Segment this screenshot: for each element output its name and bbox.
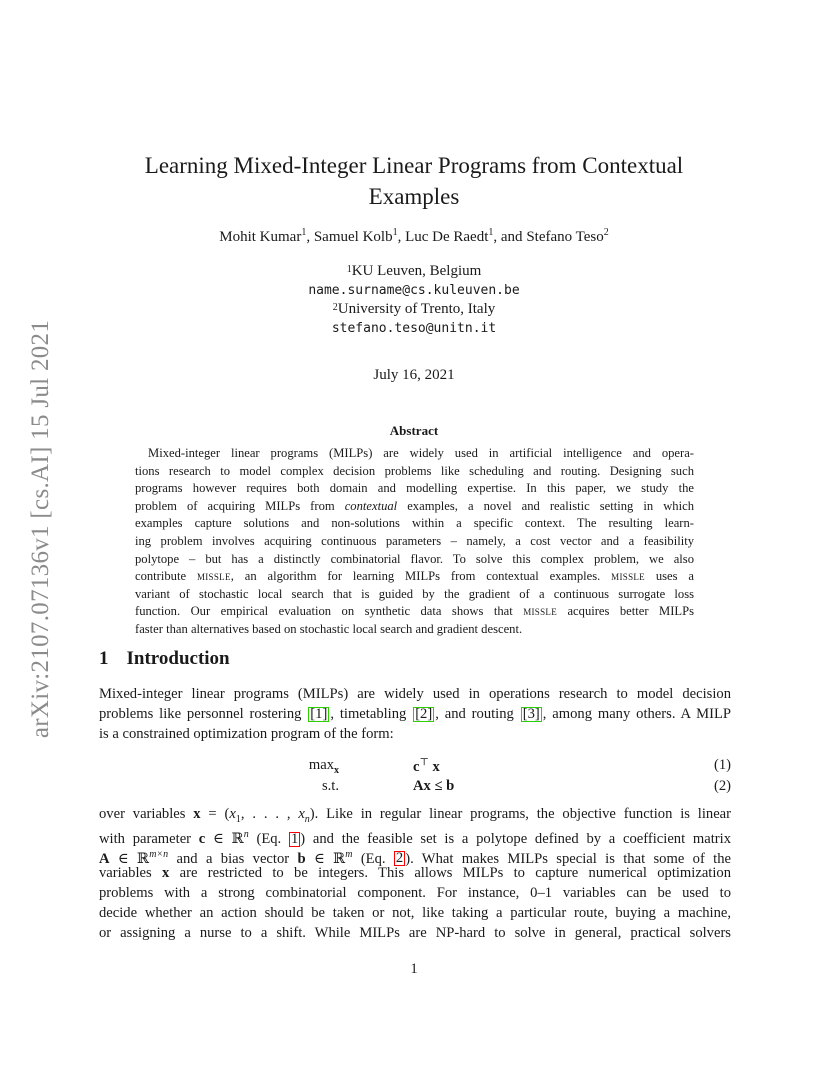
text-run: , . . . ,: [240, 806, 299, 822]
math-symbol: x: [162, 865, 170, 882]
section-title: Introduction: [126, 648, 230, 669]
equation-number: (2): [713, 778, 731, 794]
equation-reference-link[interactable]: 1: [290, 830, 299, 847]
math-symbol: c: [198, 830, 206, 847]
math-superscript: m×n: [149, 848, 169, 860]
author-affiliation-mark: 2: [603, 227, 609, 238]
transpose-symbol: ⊤: [419, 757, 429, 768]
max-operator: max: [308, 757, 334, 773]
text-run: (Eq.: [248, 830, 289, 847]
intro-paragraph-2: [99, 805, 731, 944]
text-run: ) and the feasible set is a polytope defined by a coefficient matrix: [300, 830, 731, 847]
abstract-line: tions research to model complex decision problems like scheduling and routing. Designing such: [135, 463, 694, 478]
author-name: Luc De Raedt: [405, 229, 489, 245]
text-run: = (: [200, 806, 230, 822]
math-superscript: m: [345, 848, 353, 860]
equation-1: [99, 757, 731, 779]
paragraph-line: is a constrained optimization program of the form:: [99, 725, 394, 742]
math-symbol: x: [229, 806, 236, 822]
text-run: , and routing: [435, 705, 520, 722]
text-run: ∈ ℝ: [305, 850, 346, 867]
affiliation-1: [100, 262, 728, 281]
paragraph-line: [99, 864, 731, 884]
paragraph-line: [99, 825, 731, 845]
abstract-line: Mixed-integer linear programs (MILPs) are widely used in artificial intelligence and opera-: [148, 446, 694, 460]
equation-symbol: c: [413, 758, 420, 775]
paper-title-line-1: Learning Mixed-Integer Linear Programs from Contextual: [144, 153, 684, 178]
text-run: ). What makes MILPs special is that some of the: [405, 850, 731, 867]
equation-number: (1): [713, 757, 731, 773]
author-affiliation-mark: 1: [488, 227, 494, 238]
algorithm-name: missle: [611, 569, 645, 584]
math-superscript: n: [243, 828, 249, 840]
math-subscript: 1: [235, 813, 241, 825]
author-list: Mohit Kumar$^1$, Samuel Kolb$^1$, Luc De Raedt$^1$, and Stefano Teso$^2$: [219, 227, 609, 245]
affiliation-mark: 1: [346, 264, 352, 275]
paper-title: [100, 150, 728, 212]
arxiv-stamp-text: arXiv:2107.07136v1 [cs.AI] 15 Jul 2021: [27, 319, 55, 739]
paragraph-line: [99, 805, 731, 825]
text-run: ∈ ℝ: [205, 830, 244, 847]
text-run: ∈ ℝ: [109, 850, 150, 867]
paragraph-line: [99, 845, 731, 865]
math-subscript: n: [304, 813, 310, 825]
algorithm-name: missle: [523, 604, 558, 619]
max-subscript: x: [334, 764, 339, 776]
affiliation-name: University of Trento, Italy: [337, 301, 496, 317]
affiliations: [100, 262, 728, 338]
math-symbol: A: [99, 850, 110, 867]
publication-date: July 16, 2021: [373, 367, 455, 383]
abstract-body: [135, 445, 694, 639]
equation-symbol: x: [432, 758, 440, 775]
abstract-line: problem of acquiring MILPs from contextual examples, a novel and realistic setting in which: [135, 498, 694, 513]
abstract-line: examples capture solutions and non-solutions within a specific context. The resulting learn-: [135, 516, 694, 531]
author-name: Samuel Kolb: [313, 229, 393, 245]
abstract-line: programs however requires both domain and modelling expertise. In this paper, we study the: [135, 481, 694, 496]
paper-title-line-2: Examples: [368, 184, 460, 209]
citation-link[interactable]: [3]: [522, 705, 540, 722]
math-symbol: b: [297, 850, 306, 867]
text-run: , timetabling: [330, 705, 413, 722]
arxiv-identifier-stamp: [18, 296, 64, 762]
emphasis: contextual: [344, 498, 398, 513]
equation-2: [99, 778, 731, 800]
author-name: Mohit Kumar: [219, 229, 302, 245]
text-run: and a bias vector: [168, 850, 298, 867]
paragraph-line: [99, 705, 731, 725]
text-run: , among many others. A MILP: [542, 705, 731, 722]
author-affiliation-mark: 1: [301, 227, 307, 238]
abstract-line: polytope – but has a distinctly combinatorial flavor. To solve this complex problem, we also: [135, 551, 694, 566]
section-heading: [99, 648, 230, 670]
abstract-line: function. Our empirical evaluation on synthetic data shows that missle acquires better MILPs: [135, 604, 694, 619]
page-number: 1: [410, 961, 418, 977]
paragraph-line: Mixed-integer linear programs (MILPs) are widely used in operations research to model decision: [99, 686, 731, 702]
abstract-heading: Abstract: [389, 423, 439, 438]
affiliation-mark: 2: [332, 302, 338, 313]
equation-rhs: Ax ≤ b: [413, 778, 455, 794]
paragraph-line: decide whether an action should be taken or not, like taking a particular route, buying a machine,: [99, 904, 731, 921]
text-run: ). Like in regular linear programs, the objective function is linear: [309, 806, 732, 822]
equation-lhs: [309, 757, 339, 776]
section-number: 1: [99, 648, 109, 669]
abstract-line: ing problem involves acquiring continuous parameters – namely, a cost vector and a feasibility: [135, 533, 694, 548]
affiliation-name: KU Leuven, Belgium: [351, 263, 482, 279]
equation-reference-link[interactable]: 2: [395, 850, 404, 867]
text-run: over variables: [99, 806, 194, 822]
equation-rhs: [413, 757, 440, 776]
citation-link[interactable]: [2]: [415, 705, 433, 722]
author-affiliation-mark: 1: [392, 227, 398, 238]
equation-lhs: s.t.: [321, 778, 339, 794]
abstract-line: variant of stochastic local search that is guided by the gradient of a continuous surrogate loss: [135, 586, 694, 601]
paragraph-line: or assigning a nurse to a shift. While MILPs are NP-hard to solve in general, practical solvers: [99, 924, 731, 941]
text-run: with parameter: [99, 830, 199, 847]
intro-paragraph-1: [99, 685, 731, 744]
affiliation-2: [100, 300, 728, 319]
affiliation-email[interactable]: name.surname@cs.kuleuven.be: [308, 283, 520, 298]
algorithm-name: missle: [196, 569, 231, 584]
abstract-line: faster than alternatives based on stochastic local search and gradient descent.: [135, 621, 523, 636]
text-run: variables: [99, 865, 162, 882]
text-run: are restricted to be integers. This allows MILPs to capture numerical optimization: [169, 865, 731, 882]
author-name: Stefano Teso: [526, 229, 604, 245]
text-run: problems like personnel rostering: [99, 705, 308, 722]
affiliation-email[interactable]: stefano.teso@unitn.it: [331, 321, 497, 336]
text-run: (Eq.: [352, 850, 394, 867]
math-symbol: x: [298, 806, 305, 822]
math-symbol: x: [193, 806, 201, 822]
paragraph-line: problems with a strong combinatorial component. For instance, 0–1 variables can be used to: [99, 885, 731, 902]
citation-link[interactable]: [1]: [310, 705, 328, 722]
abstract-line: contribute missle, an algorithm for learning MILPs from contextual examples. missle uses a: [135, 569, 695, 584]
